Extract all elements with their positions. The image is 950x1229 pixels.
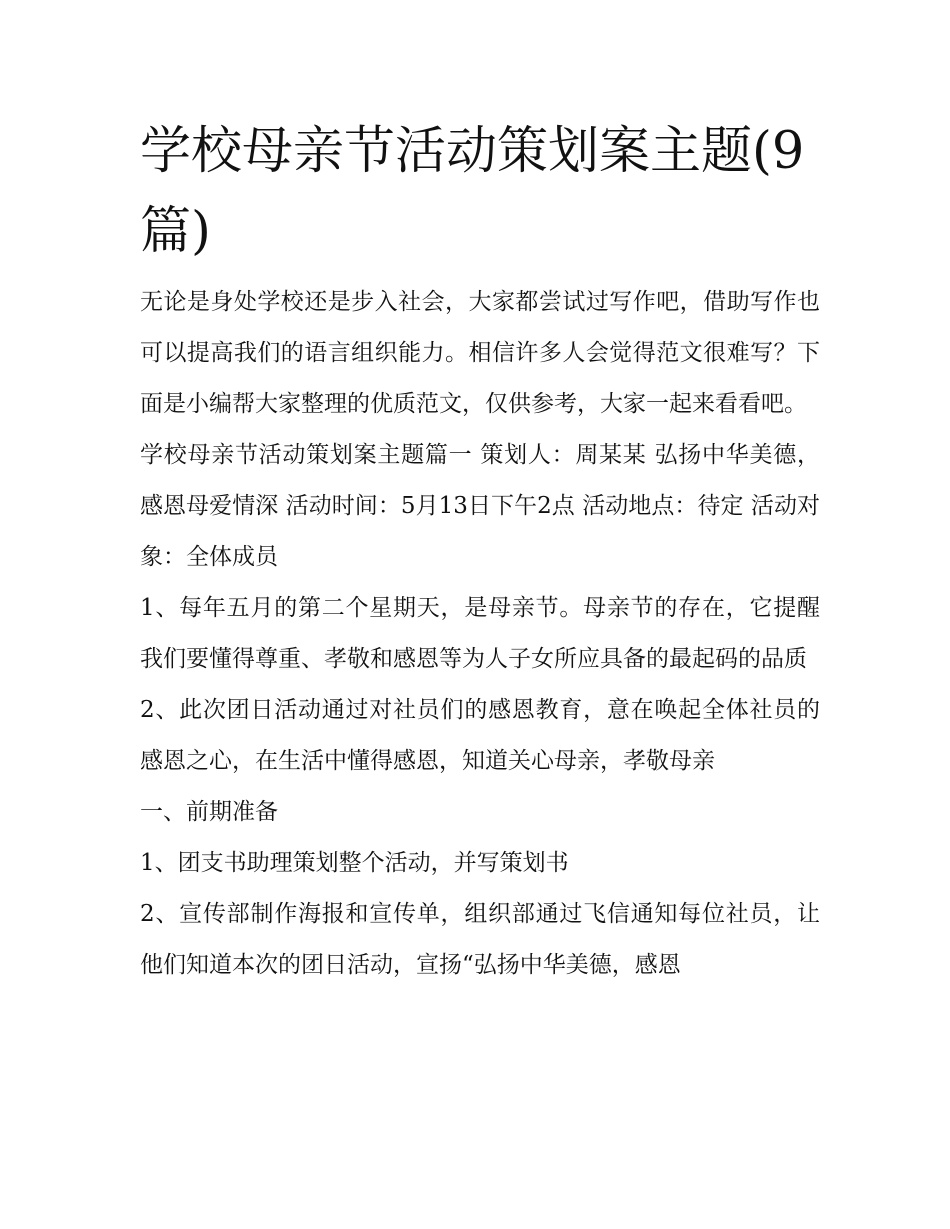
list-item-1: 1、每年五月的第二个星期天，是母亲节。母亲节的存在，它提醒我们要懂得尊重、孝敬和感恩等为人子女所应具备的最起码的品质 (140, 595, 820, 672)
prep-item-1: 1、团支书助理策划整个活动，并写策划书 (140, 850, 569, 876)
document-body (140, 277, 820, 991)
section-heading-preparation: 一、前期准备 (140, 799, 278, 825)
section-one-header-paragraph: 学校母亲节活动策划案主题篇一 策划人：周某某 弘扬中华美德，感恩母爱情深 活动时间：5月13日下午2点 活动地点：待定 活动对象：全体成员 (140, 442, 820, 570)
title-text: 学校母亲节活动策划案主题(9篇) (140, 122, 805, 261)
document-title (140, 112, 820, 272)
prep-item-2: 2、宣传部制作海报和宣传单，组织部通过飞信通知每位社员，让他们知道本次的团日活动，宣扬“弘扬中华美德，感恩 (140, 901, 820, 978)
list-item-2: 2、此次团日活动通过对社员们的感恩教育，意在唤起全体社员的感恩之心，在生活中懂得感恩，知道关心母亲，孝敬母亲 (140, 697, 820, 774)
intro-paragraph: 无论是身处学校还是步入社会，大家都尝试过写作吧，借助写作也可以提高我们的语言组织能力。相信许多人会觉得范文很难写？下面是小编帮大家整理的优质范文，仅供参考，大家一起来看看吧。 (140, 289, 820, 417)
